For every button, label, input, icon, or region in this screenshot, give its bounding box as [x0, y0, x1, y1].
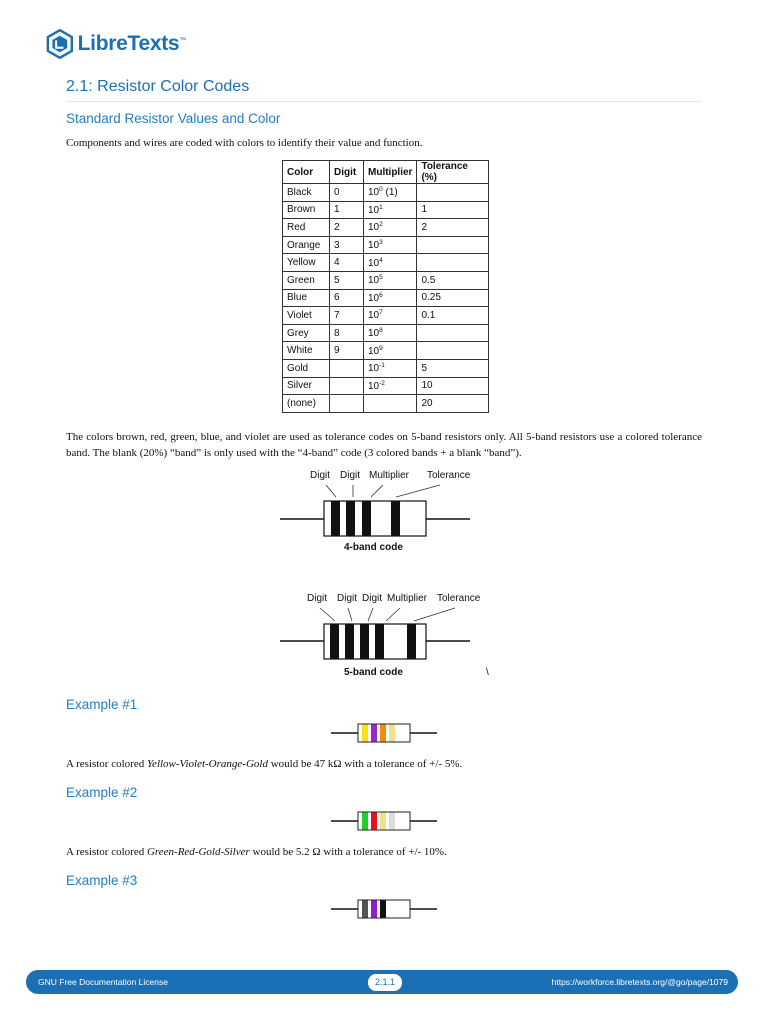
fig5-caption: 5-band code	[344, 667, 403, 678]
multiplier-base: 10	[368, 240, 380, 252]
resistor-band	[380, 725, 386, 742]
brand-trademark: ™	[179, 37, 186, 44]
cell-digit: 1	[330, 201, 364, 219]
cell-tolerance	[417, 184, 489, 202]
cell-digit: 4	[330, 254, 364, 272]
cell-color: Violet	[283, 307, 330, 325]
multiplier-exponent: 0	[379, 186, 383, 194]
resistor-band	[380, 813, 386, 830]
cell-tolerance: 0.1	[417, 307, 489, 325]
five-band-figure	[280, 591, 500, 683]
header-digit: Digit	[330, 161, 364, 184]
fig5-label-digit-2: Digit	[337, 593, 358, 604]
cell-multiplier	[364, 184, 417, 202]
table-row	[283, 395, 489, 413]
example-2-colors: Green-Red-Gold-Silver	[146, 846, 250, 858]
cell-multiplier	[364, 359, 417, 377]
header-multiplier: Multiplier	[364, 161, 417, 184]
section-title: Standard Resistor Values and Color	[66, 111, 281, 126]
title-divider	[66, 101, 702, 102]
cell-digit: 8	[330, 324, 364, 342]
example-1-heading: Example #1	[66, 697, 138, 712]
multiplier-exponent: 2	[379, 221, 383, 229]
header-color: Color	[283, 161, 330, 184]
fig4-label-multiplier: Multiplier	[369, 470, 410, 481]
table-header-row	[283, 161, 489, 184]
cell-multiplier	[364, 377, 417, 395]
cell-multiplier	[364, 236, 417, 254]
fig5-label-digit-3: Digit	[362, 593, 383, 604]
cell-digit	[330, 359, 364, 377]
tolerance-paragraph: The colors brown, red, green, blue, and violet are used as tolerance codes on 5-band resistors only. All 5-band resistors use a colored tolerance band. The blank (20%) “band” is only used with the “4-band” code (3 colored bands + a blank “band”).	[66, 431, 702, 459]
libretexts-hex-icon	[46, 28, 74, 60]
cell-color: Gold	[283, 359, 330, 377]
multiplier-base: 10	[368, 275, 380, 287]
resistor-band	[371, 813, 377, 830]
cell-color: Blue	[283, 289, 330, 307]
example-1-text: A resistor colored Yellow-Violet-Orange-Gold would be 47 kΩ with a tolerance of +/- 5%.	[66, 758, 463, 770]
fig4-label-digit-1: Digit	[310, 470, 331, 481]
fig5-label-multiplier: Multiplier	[387, 593, 428, 604]
table-row	[283, 324, 489, 342]
cell-digit: 2	[330, 219, 364, 237]
cell-tolerance: 0.25	[417, 289, 489, 307]
multiplier-base: 10	[368, 292, 380, 304]
cell-color: Green	[283, 271, 330, 289]
example-2-heading: Example #2	[66, 785, 138, 800]
multiplier-exponent: 6	[379, 291, 383, 299]
multiplier-exponent: 8	[379, 327, 383, 335]
resistor-band	[362, 813, 368, 830]
table-row	[283, 271, 489, 289]
cell-multiplier	[364, 307, 417, 325]
four-band-figure	[280, 468, 470, 558]
cell-color: Black	[283, 184, 330, 202]
table-row	[283, 359, 489, 377]
cell-digit	[330, 395, 364, 413]
cell-tolerance	[417, 236, 489, 254]
cell-digit: 5	[330, 271, 364, 289]
table-row	[283, 236, 489, 254]
resistor-band	[389, 813, 395, 830]
fig5-label-tolerance: Tolerance	[437, 593, 481, 604]
resistor-band	[380, 901, 386, 918]
cell-multiplier	[364, 271, 417, 289]
cell-tolerance: 0.5	[417, 271, 489, 289]
multiplier-exponent: 5	[379, 274, 383, 282]
cell-tolerance: 10	[417, 377, 489, 395]
footer-url-link[interactable]: https://workforce.libretexts.org/@go/page/1079	[551, 977, 728, 987]
cell-color: Red	[283, 219, 330, 237]
multiplier-base: 10	[368, 204, 380, 216]
cell-multiplier	[364, 289, 417, 307]
multiplier-exponent: 7	[379, 309, 383, 317]
cell-tolerance: 20	[417, 395, 489, 413]
cell-color: Grey	[283, 324, 330, 342]
multiplier-exponent: -2	[379, 379, 385, 387]
cell-digit: 6	[330, 289, 364, 307]
multiplier-exponent: 1	[379, 203, 383, 211]
multiplier-base: 10	[368, 310, 380, 322]
cell-multiplier	[364, 324, 417, 342]
cell-color: Yellow	[283, 254, 330, 272]
resistor-band	[371, 901, 377, 918]
table-row	[283, 307, 489, 325]
cell-tolerance: 2	[417, 219, 489, 237]
page-footer	[26, 970, 738, 994]
cell-tolerance: 5	[417, 359, 489, 377]
multiplier-base: 10	[368, 363, 380, 375]
cell-tolerance: 1	[417, 201, 489, 219]
multiplier-base: 10	[368, 257, 380, 269]
footer-page-number: 2.1.1	[368, 974, 402, 991]
cell-color: White	[283, 342, 330, 360]
example-3-resistor	[331, 897, 437, 921]
header-tolerance: Tolerance (%)	[417, 161, 489, 184]
stray-mark: \	[486, 667, 489, 678]
multiplier-exponent: 9	[379, 344, 383, 352]
table-row	[283, 201, 489, 219]
page-title: 2.1: Resistor Color Codes	[66, 78, 250, 95]
resistor-band	[362, 725, 368, 742]
resistor-band	[389, 725, 395, 742]
cell-color: (none)	[283, 395, 330, 413]
brand-name: LibreTexts	[77, 32, 180, 55]
intro-paragraph: Components and wires are coded with colors to identify their value and function.	[66, 137, 423, 149]
cell-tolerance	[417, 324, 489, 342]
multiplier-base: 10	[368, 380, 380, 392]
example-2-text: A resistor colored Green-Red-Gold-Silver would be 5.2 Ω with a tolerance of +/- 10%.	[66, 846, 447, 858]
resistor-band	[362, 901, 368, 918]
multiplier-exponent: 3	[379, 239, 383, 247]
example-3-heading: Example #3	[66, 873, 138, 888]
example-2-resistor	[331, 809, 437, 833]
fig4-label-tolerance: Tolerance	[427, 470, 471, 481]
multiplier-base: 10	[368, 345, 380, 357]
cell-multiplier	[364, 395, 417, 413]
cell-multiplier	[364, 219, 417, 237]
table-row	[283, 254, 489, 272]
cell-digit	[330, 377, 364, 395]
table-row	[283, 289, 489, 307]
cell-multiplier	[364, 201, 417, 219]
footer-license-link[interactable]: GNU Free Documentation License	[38, 977, 168, 987]
cell-color: Orange	[283, 236, 330, 254]
example-1-colors: Yellow-Violet-Orange-Gold	[146, 758, 268, 770]
table-row	[283, 219, 489, 237]
multiplier-base: 10	[368, 328, 380, 340]
cell-multiplier	[364, 342, 417, 360]
table-row	[283, 377, 489, 395]
cell-digit: 3	[330, 236, 364, 254]
cell-digit: 9	[330, 342, 364, 360]
fig5-label-digit-1: Digit	[307, 593, 328, 604]
resistor-band	[371, 725, 377, 742]
cell-color: Brown	[283, 201, 330, 219]
cell-digit: 7	[330, 307, 364, 325]
cell-color: Silver	[283, 377, 330, 395]
cell-tolerance	[417, 342, 489, 360]
example-1-resistor	[331, 721, 437, 745]
libretexts-logo[interactable]	[46, 26, 186, 62]
color-code-table	[282, 160, 489, 413]
cell-multiplier	[364, 254, 417, 272]
cell-digit: 0	[330, 184, 364, 202]
table-row	[283, 184, 489, 202]
multiplier-note: (1)	[382, 187, 398, 199]
table-row	[283, 342, 489, 360]
multiplier-exponent: -1	[379, 362, 385, 370]
multiplier-exponent: 4	[379, 256, 383, 264]
cell-tolerance	[417, 254, 489, 272]
multiplier-base: 10	[368, 187, 380, 199]
multiplier-base: 10	[368, 222, 380, 234]
fig4-label-digit-2: Digit	[340, 470, 361, 481]
fig4-caption: 4-band code	[344, 542, 403, 553]
